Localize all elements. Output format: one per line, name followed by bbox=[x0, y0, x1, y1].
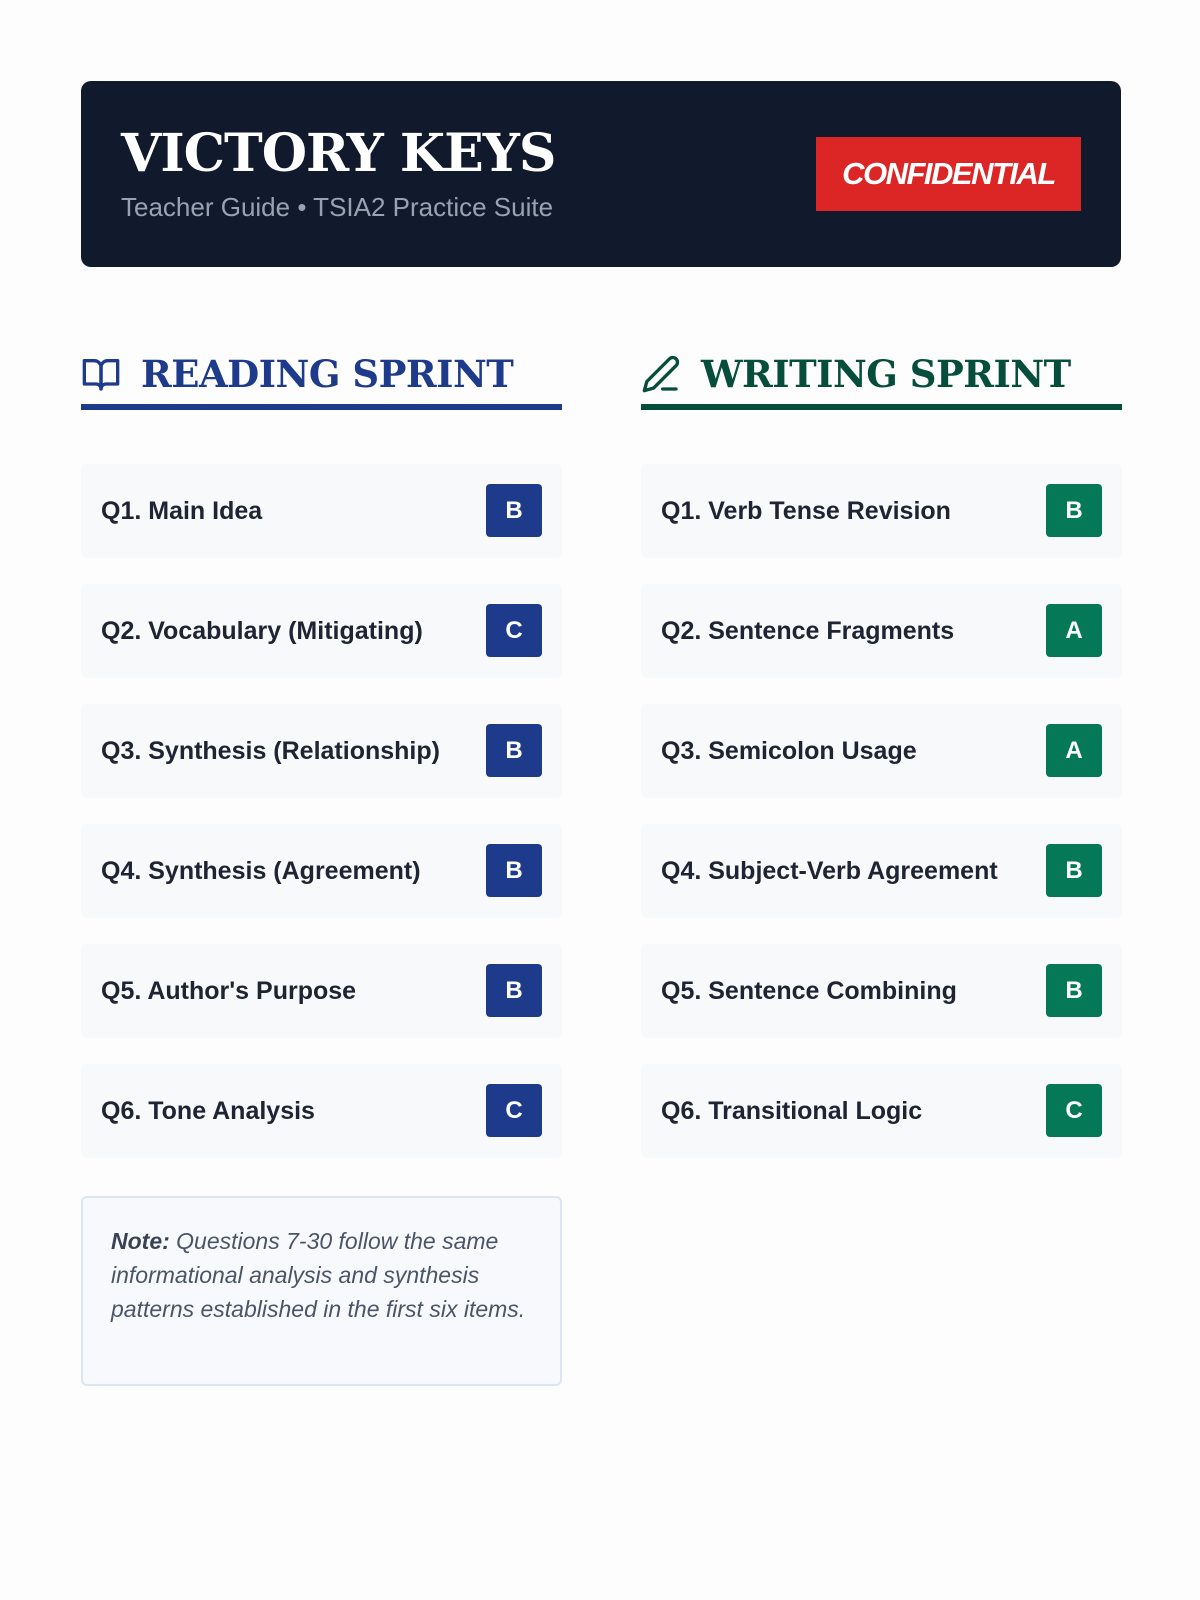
question-label: Q4. Synthesis (Agreement) bbox=[101, 857, 421, 885]
answer-badge: B bbox=[1046, 844, 1102, 897]
answer-badge: A bbox=[1046, 724, 1102, 777]
answer-badge: B bbox=[486, 844, 542, 897]
reading-item-q1 bbox=[81, 464, 562, 558]
question-label: Q3. Synthesis (Relationship) bbox=[101, 737, 440, 765]
writing-item-q3 bbox=[641, 704, 1122, 798]
question-label: Q2. Vocabulary (Mitigating) bbox=[101, 617, 423, 645]
writing-item-q1 bbox=[641, 464, 1122, 558]
question-label: Q3. Semicolon Usage bbox=[661, 737, 917, 765]
reading-section-title: READING SPRINT bbox=[141, 352, 514, 396]
answer-badge: A bbox=[1046, 604, 1102, 657]
confidential-badge: CONFIDENTIAL bbox=[816, 137, 1081, 211]
question-label: Q1. Main Idea bbox=[101, 497, 263, 525]
pencil-icon bbox=[641, 354, 681, 394]
reading-section-header bbox=[81, 344, 562, 410]
reading-item-q2 bbox=[81, 584, 562, 678]
answer-badge: B bbox=[486, 964, 542, 1017]
answer-badge: B bbox=[1046, 484, 1102, 537]
answer-badge: B bbox=[486, 484, 542, 537]
question-label: Q2. Sentence Fragments bbox=[661, 617, 955, 645]
question-label: Q5. Author's Purpose bbox=[101, 977, 357, 1005]
note-box bbox=[81, 1196, 562, 1386]
writing-item-q6 bbox=[641, 1064, 1122, 1158]
writing-item-q5 bbox=[641, 944, 1122, 1038]
reading-item-q6 bbox=[81, 1064, 562, 1158]
question-label: Q6. Tone Analysis bbox=[101, 1097, 315, 1125]
note-label: Note: bbox=[111, 1228, 170, 1254]
reading-item-q4 bbox=[81, 824, 562, 918]
question-label: Q5. Sentence Combining bbox=[661, 977, 957, 1005]
answer-badge: B bbox=[486, 724, 542, 777]
writing-section-header bbox=[641, 344, 1122, 410]
page-subtitle: Teacher Guide • TSIA2 Practice Suite bbox=[121, 192, 554, 222]
question-label: Q6. Transitional Logic bbox=[661, 1097, 923, 1125]
answer-badge: B bbox=[1046, 964, 1102, 1017]
question-label: Q4. Subject-Verb Agreement bbox=[661, 857, 998, 885]
question-label: Q1. Verb Tense Revision bbox=[661, 497, 951, 525]
writing-item-q2 bbox=[641, 584, 1122, 678]
reading-item-q3 bbox=[81, 704, 562, 798]
page-title: VICTORY KEYS bbox=[121, 123, 556, 184]
writing-section-title: WRITING SPRINT bbox=[701, 352, 1071, 396]
answer-badge: C bbox=[1046, 1084, 1102, 1137]
book-open-icon bbox=[81, 354, 121, 394]
writing-item-q4 bbox=[641, 824, 1122, 918]
answer-badge: C bbox=[486, 604, 542, 657]
reading-item-q5 bbox=[81, 944, 562, 1038]
header-banner bbox=[81, 81, 1121, 267]
answer-badge: C bbox=[486, 1084, 542, 1137]
note-text: Questions 7-30 follow the same informational analysis and synthesis patterns established in the first six items. bbox=[111, 1228, 526, 1322]
